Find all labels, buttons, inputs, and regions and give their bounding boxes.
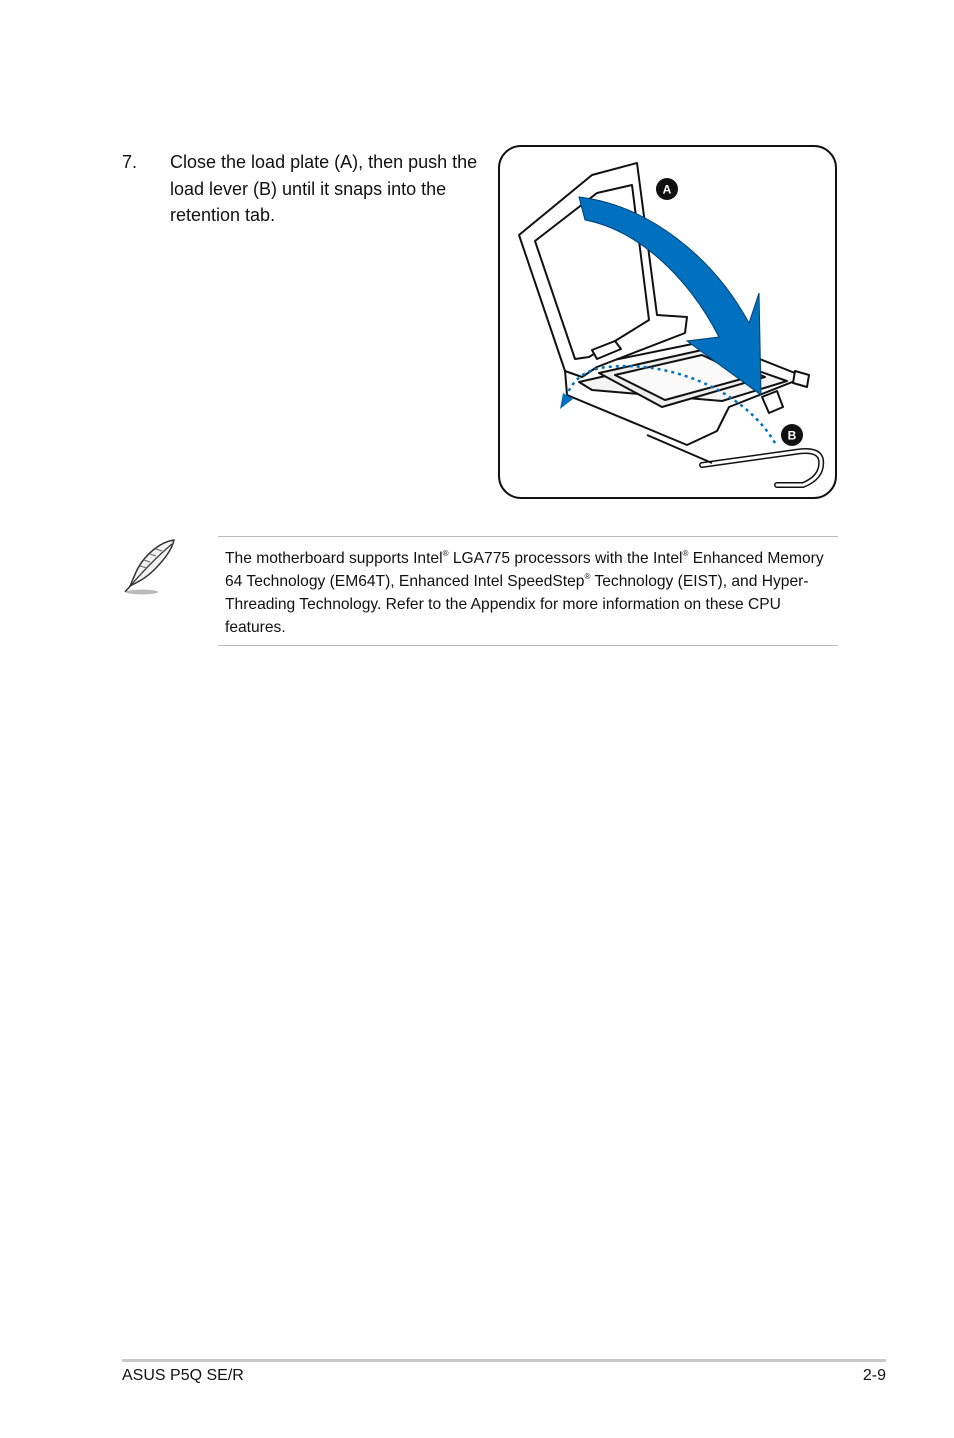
footer-divider <box>122 1359 886 1362</box>
step-text: Close the load plate (A), then push the load lever (B) until it snaps into the retention tab. <box>170 152 478 225</box>
cpu-socket-figure <box>497 145 837 499</box>
note-text <box>225 547 831 639</box>
note-text-part: LGA775 processors with the Intel <box>448 550 683 567</box>
registered-mark: ® <box>682 549 689 558</box>
note-text-part: The motherboard supports Intel <box>225 550 443 567</box>
note-text-part: Enhanced Memory 64 Technology (EM64T), Enhanced Intel SpeedStep <box>225 550 824 590</box>
registered-mark: ® <box>442 549 449 558</box>
feather-pen-icon <box>120 536 182 598</box>
note-text-part: Technology (EIST), and Hyper-Threading Technology. Refer to the Appendix for more information on these CPU features. <box>225 573 809 636</box>
cpu-socket-illustration <box>497 145 837 499</box>
footer-product-name: ASUS P5Q SE/R <box>122 1367 244 1384</box>
callout-b-label: B <box>787 428 797 443</box>
note-box <box>218 536 838 646</box>
footer-page-number: 2-9 <box>862 1367 886 1384</box>
registered-mark: ® <box>584 572 591 581</box>
socket-corner-clip <box>793 371 809 387</box>
callout-a-label: A <box>662 182 672 197</box>
step-number: 7. <box>122 152 138 172</box>
